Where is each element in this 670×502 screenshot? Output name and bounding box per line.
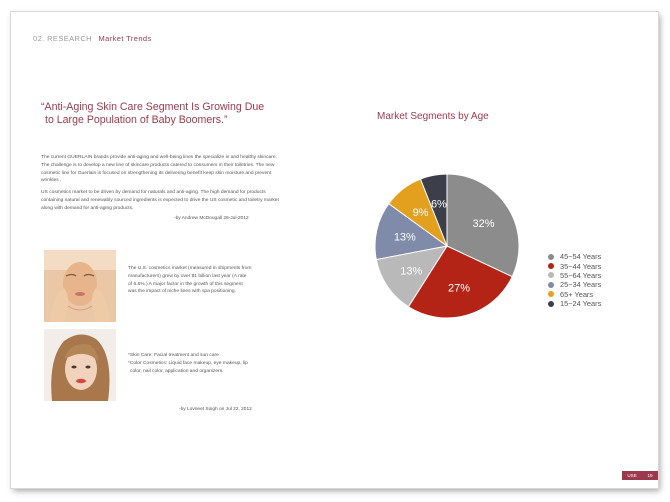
legend-entry — [548, 271, 601, 280]
slice-value-label: 9% — [412, 206, 429, 219]
market-growth-caption — [128, 265, 278, 296]
article-paragraph: The current GUERLAIN brands provide anti-aging and well-being lines the specialize in and healthy skincare. The challenge is to develop a new line of skincare products catered to consumers in their toiletries. The new cosmetic line for Guerlain is focused on strengthening its delivering benefit keep skin moisture and prevent wrinkles . — [41, 155, 277, 184]
woman-portrait-photo — [44, 329, 116, 401]
article-body — [41, 154, 281, 217]
slice-value-label: 13% — [400, 265, 423, 278]
section-header — [33, 34, 152, 43]
caption-line: was the impact of niche lines with spa positioning. — [128, 289, 236, 295]
slice-value-label: 6% — [430, 198, 447, 211]
legend-swatch — [548, 291, 554, 297]
legend-label: 55~64 Years — [560, 270, 602, 280]
legend-label: 25~34 Years — [560, 280, 602, 290]
legend-label: 65+ Years — [560, 289, 594, 299]
legend-entry — [548, 290, 601, 299]
article-byline: -by Andrew McDougall 26-Jul-2012 — [174, 216, 249, 221]
article-paragraph: US cosmetics market to be driven by demand for naturals and anti-aging. The high demand for products containing natural and renewably sourced ingredients is expected to drive the US cosmetic and toiletry market along with demand for anti-aging products. — [41, 190, 279, 211]
chart-legend — [548, 252, 601, 308]
legend-entry — [548, 280, 601, 289]
caption-line: of 6.6%.) A major factor in the growth of this segment — [128, 281, 243, 287]
section-topic: Market Trends — [98, 34, 152, 43]
legend-swatch — [548, 272, 554, 278]
legend-swatch — [548, 282, 554, 288]
caption-line: *Skin Care: Facial treatment and sun care — [128, 353, 219, 358]
document-page — [11, 12, 658, 488]
headline-quote — [41, 101, 301, 127]
legend-swatch — [548, 263, 554, 269]
face-massage-photo — [44, 250, 116, 322]
caption-line: color, nail color, application and organizers. — [130, 368, 224, 374]
pie-chart — [371, 170, 523, 322]
legend-swatch — [548, 301, 554, 307]
quote-line: to Large Population of Baby Boomers.” — [45, 114, 228, 126]
caption-line: The U.S. cosmetics market (measured in shipments from — [128, 266, 252, 271]
slice-value-label: 13% — [393, 231, 416, 244]
page-footer-tab — [622, 471, 658, 480]
category-definitions — [128, 352, 278, 375]
legend-swatch — [548, 254, 554, 260]
legend-label: 45~54 Years — [560, 252, 602, 262]
caption-line: *Color Cosmetics: Liquid face makeup, eye makeup, lip — [128, 360, 248, 366]
footer-label: USE — [627, 473, 637, 478]
slice-value-label: 27% — [448, 282, 471, 295]
legend-label: 15~24 Years — [560, 299, 602, 309]
chart-title: Market Segments by Age — [377, 111, 489, 122]
slice-value-label: 32% — [472, 217, 495, 230]
quote-line: “Anti-Aging Skin Care Segment Is Growing Due — [41, 101, 265, 113]
caption-byline: -by Lovneet Singh on Jul 22, 2012 — [179, 407, 252, 412]
caption-line: manufacturers) grew by over $1 billion last year (A rate — [128, 273, 247, 279]
section-number: 02. RESEARCH — [33, 34, 92, 43]
legend-label: 35~44 Years — [560, 261, 602, 271]
legend-entry — [548, 299, 601, 308]
legend-entry — [548, 252, 601, 261]
legend-entry — [548, 261, 601, 270]
page-number: 19 — [647, 473, 653, 478]
